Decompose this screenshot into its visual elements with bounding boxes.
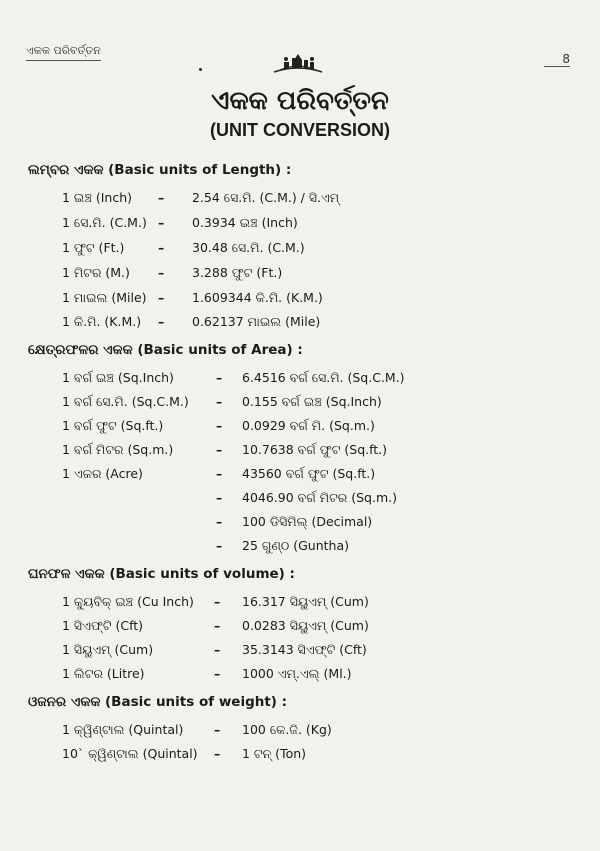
row-equivalent: 43560 ବର୍ଗ ଫୁଟ (Sq.ft.) [242, 466, 376, 481]
row-equivalent: 1000 ଏମ୍.ଏଲ୍ (Ml.) [242, 666, 352, 681]
row-dash: – [214, 618, 221, 633]
row-dash: – [216, 442, 223, 457]
row-dash: – [216, 466, 223, 481]
row-dash: – [214, 666, 221, 681]
row-unit: 1 କି.ମି. (K.M.) [62, 314, 142, 329]
section-heading-weight: ଓଜନର ଏକକ (Basic units of weight) : [28, 694, 288, 710]
row-dash: – [158, 290, 165, 305]
row-unit: 1 ବର୍ଗ ଇଞ୍ଚ (Sq.Inch) [62, 370, 174, 385]
row-dash: – [158, 240, 165, 255]
row-dash: – [214, 594, 221, 609]
row-dash: – [158, 314, 165, 329]
row-dash: – [216, 514, 223, 529]
page-title-odia: ଏକକ ପରିବର୍ତ୍ତନ [211, 86, 389, 116]
row-unit: 1 ବର୍ଗ ମିଟର (Sq.m.) [62, 442, 174, 457]
row-equivalent: 16.317 ସିୟୁଏମ୍ (Cum) [242, 594, 369, 609]
row-unit: 1 ମିଟର (M.) [62, 265, 130, 280]
row-equivalent: 3.288 ଫୁଟ (Ft.) [192, 265, 283, 280]
page-title-english: (UNIT CONVERSION) [210, 120, 390, 140]
temple-emblem-icon [272, 50, 324, 76]
row-dash: – [214, 746, 221, 761]
row-equivalent: 4046.90 ବର୍ଗ ମିଟର (Sq.m.) [242, 490, 397, 505]
section-heading-area: କ୍ଷେତ୍ରଫଳର ଏକକ (Basic units of Area) : [28, 342, 303, 358]
row-equivalent: 30.48 ସେ.ମି. (C.M.) [192, 240, 305, 255]
row-equivalent: 0.62137 ମାଇଲ (Mile) [192, 314, 321, 329]
row-dash: – [214, 642, 221, 657]
row-dash: – [216, 394, 223, 409]
row-unit: 1 ବର୍ଗ ସେ.ମି. (Sq.C.M.) [62, 394, 189, 409]
row-equivalent: 10.7638 ବର୍ଗ ଫୁଟ (Sq.ft.) [242, 442, 388, 457]
row-unit: 1 ଫୁଟ (Ft.) [62, 240, 125, 255]
row-dash: – [158, 265, 165, 280]
row-unit: 1 କ୍ୱିଣ୍ଟାଲ (Quintal) [62, 722, 184, 737]
row-unit: 1 ମାଇଲ (Mile) [62, 290, 147, 305]
row-equivalent: 0.155 ବର୍ଗ ଇଞ୍ଚ (Sq.Inch) [242, 394, 382, 409]
row-equivalent: 100 ଡିସିମିଲ୍ (Decimal) [242, 514, 373, 529]
row-unit: 1 ସିୟୁଏମ୍ (Cum) [62, 642, 154, 657]
row-unit: 1 ଏକର (Acre) [62, 466, 143, 481]
running-head: ଏକକ ପରିବର୍ତ୍ତନ [26, 44, 101, 61]
row-equivalent: 0.0283 ସିୟୁଏମ୍ (Cum) [242, 618, 369, 633]
row-dash: – [216, 538, 223, 553]
row-unit: 1 ବର୍ଗ ଫୁଟ (Sq.ft.) [62, 418, 164, 433]
row-equivalent: 25 ଗୁଣ୍ଠ (Guntha) [242, 538, 350, 553]
row-equivalent: 1 ଟନ୍ (Ton) [242, 746, 307, 761]
row-equivalent: 2.54 ସେ.ମି. (C.M.) / ସି.ଏମ୍ [192, 190, 340, 205]
row-unit: 1 କ୍ୟୁବିକ୍ ଇଞ୍ଚ (Cu Inch) [62, 594, 194, 609]
row-equivalent: 1.609344 କି.ମି. (K.M.) [192, 290, 323, 305]
row-dash: – [158, 190, 165, 205]
page-number: 8 [544, 52, 570, 67]
section-heading-volume: ଘନଫଳ ଏକକ (Basic units of volume) : [28, 566, 295, 582]
row-dash: – [216, 370, 223, 385]
row-unit: 1 ଲିଟର (Litre) [62, 666, 145, 681]
row-unit: 1 ସେ.ମି. (C.M.) [62, 215, 147, 230]
row-equivalent: 0.3934 ଇଞ୍ଚ (Inch) [192, 215, 298, 230]
row-unit: 10` କ୍ୱିଣ୍ଟାଲ (Quintal) [62, 746, 198, 761]
row-unit: 1 ସିଏଫ୍‌ଟି (Cft) [62, 618, 144, 633]
row-equivalent: 100 କେ.ଜି. (Kg) [242, 722, 332, 737]
row-dash: – [216, 418, 223, 433]
print-speck [199, 68, 202, 71]
row-equivalent: 0.0929 ବର୍ଗ ମି. (Sq.m.) [242, 418, 375, 433]
row-unit: 1 ଇଞ୍ଚ (Inch) [62, 190, 132, 205]
row-dash: – [158, 215, 165, 230]
section-heading-length: ଲମ୍ବର ଏକକ (Basic units of Length) : [28, 162, 292, 178]
row-equivalent: 6.4516 ବର୍ଗ ସେ.ମି. (Sq.C.M.) [242, 370, 405, 385]
row-equivalent: 35.3143 ସିଏଫ୍‌ଟି (Cft) [242, 642, 367, 657]
row-dash: – [214, 722, 221, 737]
row-dash: – [216, 490, 223, 505]
